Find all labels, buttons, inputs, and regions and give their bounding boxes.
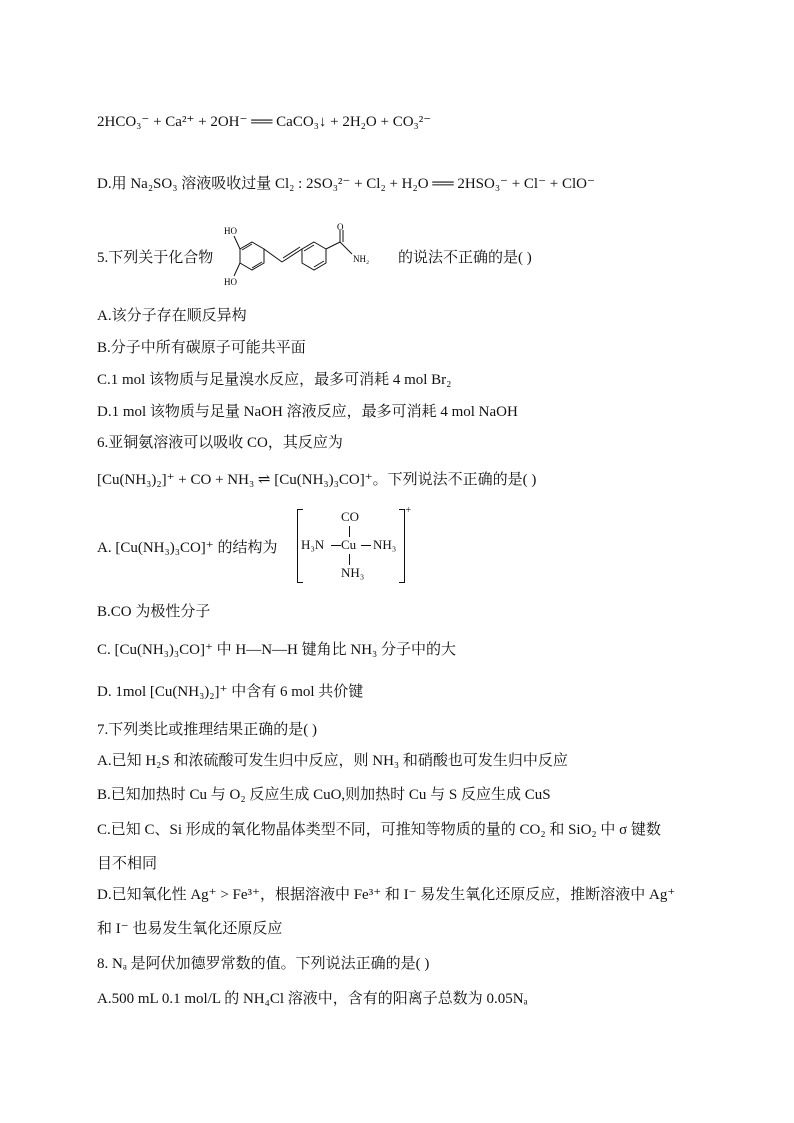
compound-structure-image — [220, 222, 400, 288]
q5-stem-suffix: 的说法不正确的是( ) — [398, 250, 532, 266]
q7-option-a: A.已知 H₂S 和浓硫酸可发生归中反应，则 NH₃ 和硝酸也可发生归中反应 — [97, 753, 568, 769]
q5-stem-prefix: 5.下列关于化合物 — [97, 250, 214, 266]
q6-option-d: D. 1mol [Cu(NH₃)₂]⁺ 中含有 6 mol 共价键 — [97, 684, 364, 700]
q8-stem: 8. Nₐ 是阿伏加德罗常数的值。下列说法正确的是( ) — [97, 956, 430, 972]
q8-option-a: A.500 mL 0.1 mol/L 的 NH₄Cl 溶液中，含有的阳离子总数为 0.05Nₐ — [97, 991, 528, 1007]
q5-option-b: B.分子中所有碳原子可能共平面 — [97, 340, 306, 356]
central-atom-cu: Cu — [341, 537, 357, 552]
ligand-nh3-bottom: NH₃ — [341, 565, 365, 580]
complex-charge: + — [405, 505, 411, 516]
q5-option-a: A.该分子存在顺反异构 — [97, 308, 247, 324]
q7-stem: 7.下列类比或推理结果正确的是( ) — [97, 722, 317, 738]
ligand-co: CO — [341, 509, 360, 524]
q4-option-d: D.用 Na₂SO₃ 溶液吸收过量 Cl₂ : 2SO₃²⁻ + Cl₂ + H₂O ══ 2HSO₃⁻ + Cl⁻ + ClO⁻ — [97, 176, 595, 192]
q7-option-c-line1: C.已知 C、Si 形成的氧化物晶体类型不同，可推知等物质的量的 CO₂ 和 SiO₂ 中 σ 键数 — [97, 822, 661, 838]
q7-option-d-line1: D.已知氧化性 Ag⁺ > Fe³⁺，根据溶液中 Fe³⁺ 和 I⁻ 易发生氧化还原反应，推断溶液中 Ag⁺ — [97, 887, 676, 903]
q6-option-a-prefix: A. [Cu(NH₃)₃CO]⁺ 的结构为 — [97, 540, 278, 556]
ligand-nh3-right: NH₃ — [373, 537, 397, 552]
q7-option-b: B.已知加热时 Cu 与 O₂ 反应生成 CuO,则加热时 Cu 与 S 反应生成 CuS — [97, 787, 551, 803]
q5-option-d: D.1 mol 该物质与足量 NaOH 溶液反应，最多可消耗 4 mol NaOH — [97, 404, 518, 420]
q4-equation-c: 2HCO₃⁻ + Ca²⁺ + 2OH⁻ ══ CaCO₃↓ + 2H₂O + CO₃²⁻ — [97, 114, 432, 130]
q6-option-c: C. [Cu(NH₃)₃CO]⁺ 中 H—N—H 键角比 NH₃ 分子中的大 — [97, 642, 457, 658]
q6-stem: 6.亚铜氨溶液可以吸收 CO，其反应为 — [97, 435, 343, 451]
hydroxyl-label: HO — [224, 277, 237, 287]
ligand-nh3-left: H₃N — [301, 537, 325, 552]
carbonyl-oxygen-label: O — [337, 222, 344, 232]
hydroxyl-label: HO — [224, 226, 237, 236]
complex-structure — [297, 505, 411, 583]
q7-option-d-line2: 和 I⁻ 也易发生氧化还原反应 — [97, 921, 283, 937]
q6-option-b: B.CO 为极性分子 — [97, 604, 211, 620]
q7-option-c-line2: 目不相同 — [97, 856, 158, 872]
q6-reaction: [Cu(NH₃)₂]⁺ + CO + NH₃ ⇌ [Cu(NH₃)₃CO]⁺。下列说法不正确的是( ) — [97, 472, 537, 488]
amine-label: NH₂ — [353, 254, 370, 264]
q5-option-c: C.1 mol 该物质与足量溴水反应，最多可消耗 4 mol Br₂ — [97, 372, 452, 388]
